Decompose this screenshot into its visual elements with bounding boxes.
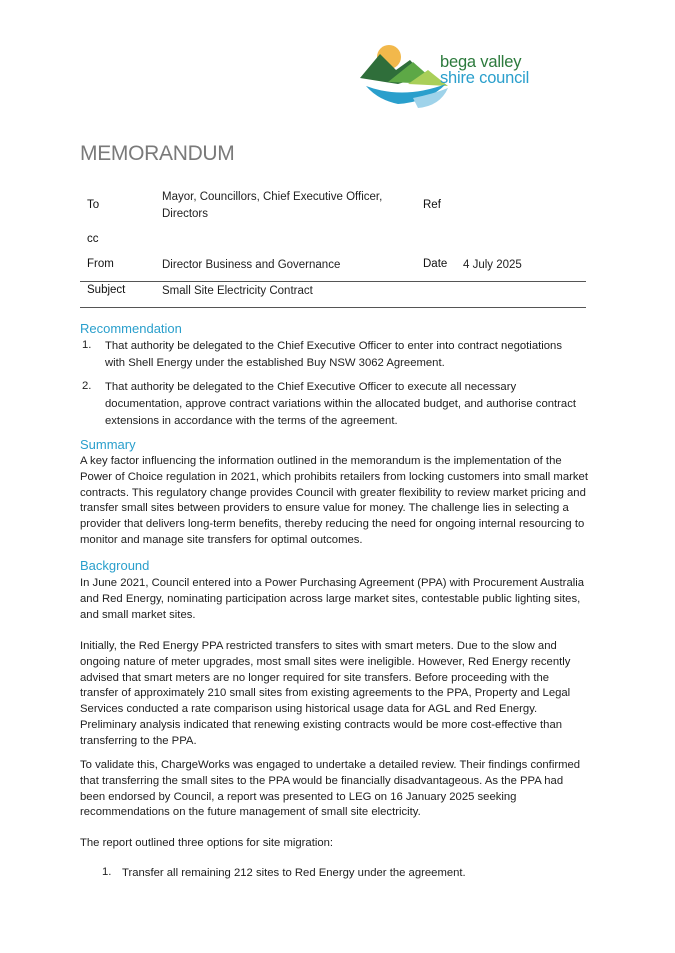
from-value: Director Business and Governance	[162, 259, 341, 271]
to-value: Mayor, Councillors, Chief Executive Officer, Directors	[162, 191, 383, 220]
date-value: 4 July 2025	[463, 259, 522, 271]
to-label: To	[87, 199, 100, 211]
recommendation-item-1: That authority be delegated to the Chief Executive Officer to enter into contract negotiations with Shell Energy under the established Buy NSW 3062 Agreement.	[105, 340, 562, 369]
header-divider-top	[80, 281, 586, 282]
header-divider-bottom	[80, 307, 586, 308]
recommendation-item-2-number: 2.	[82, 380, 92, 392]
subject-label: Subject	[87, 284, 126, 296]
background-paragraph-3: To validate this, ChargeWorks was engaged to undertake a detailed review. Their findings confirmed that transferring the small sites to the PPA would be financially disadvantageous. As the PPA had been endorsed by Council, a report was presented to LEG on 16 January 2025 seeking recommendations on the future management of small site electricity.	[80, 759, 581, 819]
council-logo	[358, 40, 568, 115]
recommendation-heading: Recommendation	[80, 321, 182, 336]
landscape-logo-icon	[358, 40, 448, 115]
background-paragraph-2: Initially, the Red Energy PPA restricted transfers to sites with smart meters. Due to the slow and ongoing nature of meter upgrades, most small sites were ineligible. However, Red Energy recently advised that smart meters are no longer required for site transfers. Before proceeding with the transfer of approximately 210 small sites from existing agreements to the PPA, Property and Legal Services conducted a rate comparison using historical usage data for AGL and Red Energy. Preliminary analysis indicated that renewing existing contracts would be more cost-effective than transferring to the PPA.	[80, 640, 571, 747]
recommendation-item-1-number: 1.	[82, 339, 92, 351]
date-label: Date	[423, 258, 448, 270]
logo-text-line2: shire council	[440, 69, 530, 87]
background-heading: Background	[80, 558, 150, 573]
logo-text-line1: bega valley	[440, 53, 522, 71]
memo-title: MEMORANDUM	[80, 142, 235, 165]
summary-heading: Summary	[80, 437, 136, 452]
cc-label: cc	[87, 233, 99, 245]
option-1-number: 1.	[102, 866, 112, 878]
from-label: From	[87, 258, 114, 270]
summary-paragraph: A key factor influencing the information outlined in the memorandum is the implementation of the Power of Choice regulation in 2021, which prohibits retailers from locking customers into small market contracts. This regulatory change provides Council with greater flexibility to review market pricing and transfer small sites between providers to ensure value for money. The challenge lies in selecting a provider that delivers long-term benefits, thereby reducing the need for ongoing internal resourcing to monitor and manage site transfers for optimal outcomes.	[80, 455, 588, 546]
background-paragraph-4: The report outlined three options for site migration:	[80, 837, 334, 849]
ref-label: Ref	[423, 199, 441, 211]
recommendation-item-2: That authority be delegated to the Chief Executive Officer to execute all necessary documentation, approve contract variations within the allocated budget, and authorise contract extensions in accordance with the terms of the agreement.	[105, 381, 576, 427]
option-1: Transfer all remaining 212 sites to Red Energy under the agreement.	[122, 867, 466, 879]
subject-value: Small Site Electricity Contract	[162, 285, 313, 297]
background-paragraph-1: In June 2021, Council entered into a Power Purchasing Agreement (PPA) with Procurement Australia and Red Energy, nominating participation across large market sites, contestable public lighting sites, and small market sites.	[80, 577, 585, 621]
